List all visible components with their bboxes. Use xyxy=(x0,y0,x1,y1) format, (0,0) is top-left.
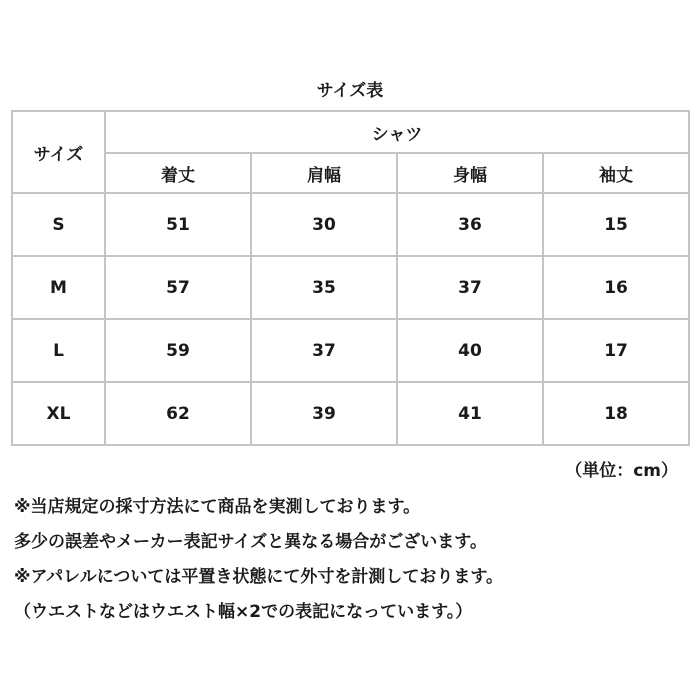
note-line: ※アパレルについては平置き状態にて外寸を計測しております。 xyxy=(14,567,504,587)
size-label: S xyxy=(12,193,105,256)
table-subheader-row xyxy=(12,153,689,193)
table-cell: 37 xyxy=(397,256,543,319)
table-cell: 37 xyxy=(251,319,397,382)
shirt-group-header: シャツ xyxy=(105,111,689,153)
size-label: M xyxy=(12,256,105,319)
table-row xyxy=(12,382,689,445)
size-column-header: サイズ xyxy=(12,111,105,193)
table-cell: 41 xyxy=(397,382,543,445)
size-label: XL xyxy=(12,382,105,445)
notes-block xyxy=(14,490,694,630)
table-cell: 30 xyxy=(251,193,397,256)
page-title: サイズ表 xyxy=(316,81,384,101)
size-label: L xyxy=(12,319,105,382)
column-header-chest: 身幅 xyxy=(397,153,543,193)
table-cell: 16 xyxy=(543,256,689,319)
table-cell: 40 xyxy=(397,319,543,382)
note-line: ※当店規定の採寸方法にて商品を実測しております。 xyxy=(14,497,421,517)
table-cell: 17 xyxy=(543,319,689,382)
table-cell: 59 xyxy=(105,319,251,382)
table-cell: 57 xyxy=(105,256,251,319)
table-cell: 18 xyxy=(543,382,689,445)
table-header-row xyxy=(12,111,689,153)
table-row xyxy=(12,319,689,382)
column-header-shoulder: 肩幅 xyxy=(251,153,397,193)
table-cell: 51 xyxy=(105,193,251,256)
table-cell: 35 xyxy=(251,256,397,319)
table-row xyxy=(12,256,689,319)
table-cell: 15 xyxy=(543,193,689,256)
size-table xyxy=(11,110,690,446)
table-cell: 36 xyxy=(397,193,543,256)
note-line: （ウエストなどはウエスト幅×2での表記になっています。） xyxy=(14,602,473,622)
unit-note: （単位：cm） xyxy=(565,461,678,481)
table-cell: 39 xyxy=(251,382,397,445)
table-row xyxy=(12,193,689,256)
note-line: 多少の誤差やメーカー表記サイズと異なる場合がございます。 xyxy=(14,532,487,552)
column-header-sleeve: 袖丈 xyxy=(543,153,689,193)
table-cell: 62 xyxy=(105,382,251,445)
column-header-length: 着丈 xyxy=(105,153,251,193)
